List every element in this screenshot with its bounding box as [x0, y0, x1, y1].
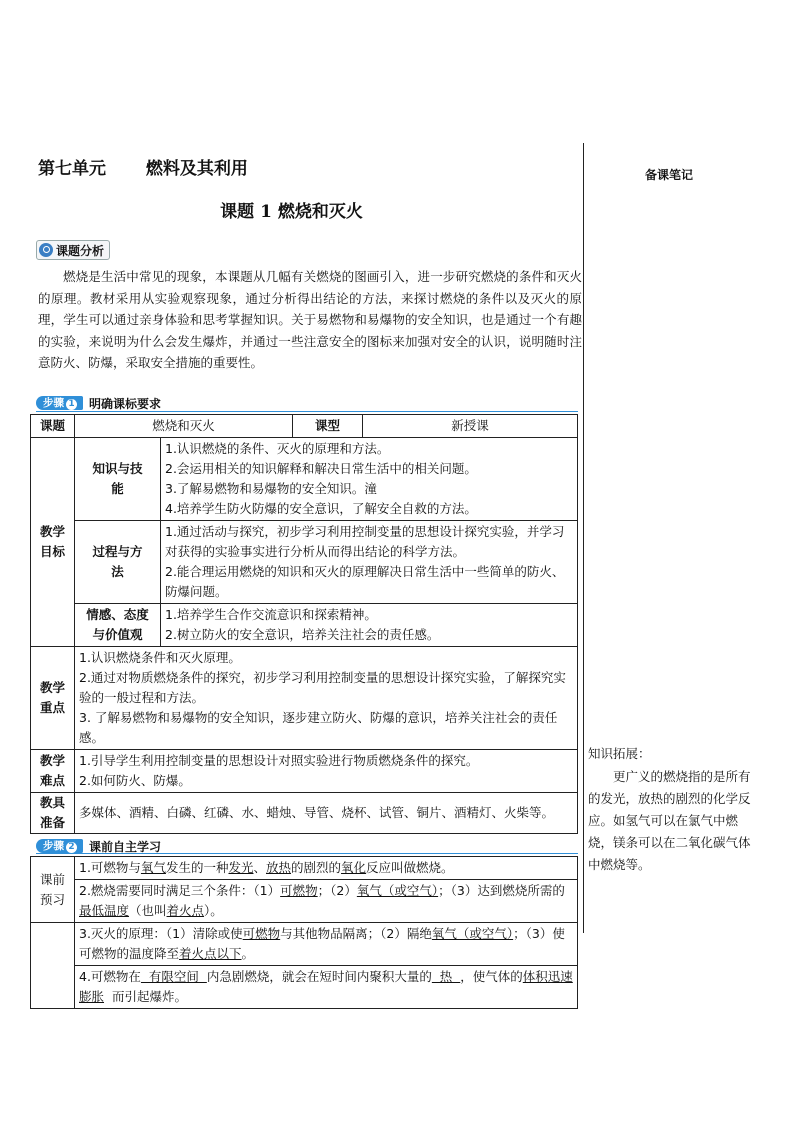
- knowledge-label: 知识与技能: [75, 438, 161, 521]
- step2-title: 课前自主学习: [89, 839, 162, 854]
- step2-header: [36, 838, 161, 854]
- step2-rule: [36, 853, 578, 854]
- topic: 燃烧和灭火: [75, 415, 293, 438]
- gear-icon: [39, 243, 53, 257]
- step1-header: [36, 395, 161, 411]
- preview-label-ext: [31, 966, 75, 1009]
- preview-table: [30, 856, 578, 1009]
- focus-item: 3. 了解易燃物和易爆物的安全知识，逐步建立防火、防爆的意识，培养关注社会的责任感。: [79, 710, 558, 745]
- note-body: 更广义的燃烧指的是所有的发光，放热的剧烈的化学反应。如氢气可以在氯气中燃烧，镁条可以在二氧化碳气体中燃烧等。: [588, 769, 751, 872]
- emotion-item: 1.培养学生合作交流意识和探索精神。: [165, 607, 377, 622]
- note-title: 知识拓展：: [588, 746, 651, 761]
- goals-label: 教学目标: [31, 438, 75, 647]
- unit-title: 第七单元 燃料及其利用: [38, 159, 248, 179]
- preview-item-3: 3.灭火的原理：（1）清除或使可燃物与其他物品隔离；（2）隔绝氧气（或空气）；（3）使可燃物的温度降至着火点以下。: [75, 923, 578, 966]
- focus-label: 教学重点: [31, 647, 75, 750]
- process-item: 2.能合理运用燃烧的知识和灭火的原理解决日常生活中一些简单的防火、防爆问题。: [165, 564, 565, 599]
- focus-item: 1.认识燃烧条件和灭火原理。: [79, 650, 241, 665]
- knowledge-cell: [161, 438, 578, 521]
- emotion-item: 2.树立防火的安全意识，培养关注社会的责任感。: [165, 627, 440, 642]
- h-topic: 课题: [31, 415, 75, 438]
- tools-label: 教具准备: [31, 793, 75, 834]
- lesson-title: 课题 1 燃烧和灭火: [220, 202, 363, 222]
- tools-cell: 多媒体、酒精、白磷、红磷、水、蜡烛、导管、烧杯、试管、铜片、酒精灯、火柴等。: [75, 793, 578, 834]
- step1-rule: [36, 411, 578, 412]
- side-notes-title: 备课笔记: [645, 168, 694, 182]
- difficulty-item: 1.引导学生利用控制变量的思想设计对照实验进行物质燃烧条件的探究。: [79, 753, 479, 768]
- preview-item-1: 1.可燃物与氧气发生的一种发光、放热的剧烈的氧化反应叫做燃烧。: [75, 857, 578, 880]
- preview-label-ext: [31, 923, 75, 966]
- difficulty-cell: [75, 750, 578, 793]
- preview-item-4: 4.可燃物在 有限空间 内急剧燃烧，就会在短时间内聚积大量的 热 ，使气体的体积迅速膨胀 而引起爆炸。: [75, 966, 578, 1009]
- analysis-text: 燃烧是生活中常见的现象，本课题从几幅有关燃烧的图画引入，进一步研究燃烧的条件和灭火的原理。教材采用从实验观察现象，通过分析得出结论的方法，来探讨燃烧的条件以及灭火的原理，学生可以通过亲身体验和思考掌握知识。关于易燃物和易爆物的安全知识，也是通过一个有趣的实验，来说明为什么会发生爆炸，并通过一些注意安全的图标来加强对安全的认识，说明随时注意防火、防爆，采取安全措施的重要性。: [38, 269, 582, 370]
- step-pill: 步骤 2: [36, 839, 83, 853]
- emotion-cell: [161, 604, 578, 647]
- emotion-label: 情感、态度与价值观: [75, 604, 161, 647]
- knowledge-item: 1.认识燃烧的条件、灭火的原理和方法。: [165, 441, 390, 456]
- analysis-badge: 课题分析: [36, 240, 110, 260]
- h-type: 课型: [293, 415, 363, 438]
- knowledge-item: 4.培养学生防火防爆的安全意识，了解安全自救的方法。: [165, 501, 477, 516]
- focus-item: 2.通过对物质燃烧条件的探究，初步学习利用控制变量的思想设计探究实验，了解探究实验的一般过程和方法。: [79, 670, 566, 705]
- goals-table: [30, 414, 578, 834]
- difficulty-label: 教学难点: [31, 750, 75, 793]
- knowledge-item: 3.了解易燃物和易爆物的安全知识。潼: [165, 481, 377, 496]
- lesson-type: 新授课: [363, 415, 578, 438]
- process-label: 过程与方法: [75, 521, 161, 604]
- process-item: 1.通过活动与探究，初步学习利用控制变量的思想设计探究实验，并学习对获得的实验事实进行分析从而得出结论的科学方法。: [165, 524, 565, 559]
- knowledge-item: 2.会运用相关的知识解释和解决日常生活中的相关问题。: [165, 461, 477, 476]
- step1-title: 明确课标要求: [89, 396, 162, 411]
- focus-cell: [75, 647, 578, 750]
- preview-label: 课前预习: [31, 857, 75, 923]
- process-cell: [161, 521, 578, 604]
- preview-item-2: 2.燃烧需要同时满足三个条件：（1）可燃物；（2）氧气（或空气）；（3）达到燃烧所需的最低温度（也叫着火点）。: [75, 880, 578, 923]
- step-pill: 步骤 1: [36, 396, 83, 410]
- margin-divider: [583, 143, 584, 933]
- difficulty-item: 2.如何防火、防爆。: [79, 773, 191, 788]
